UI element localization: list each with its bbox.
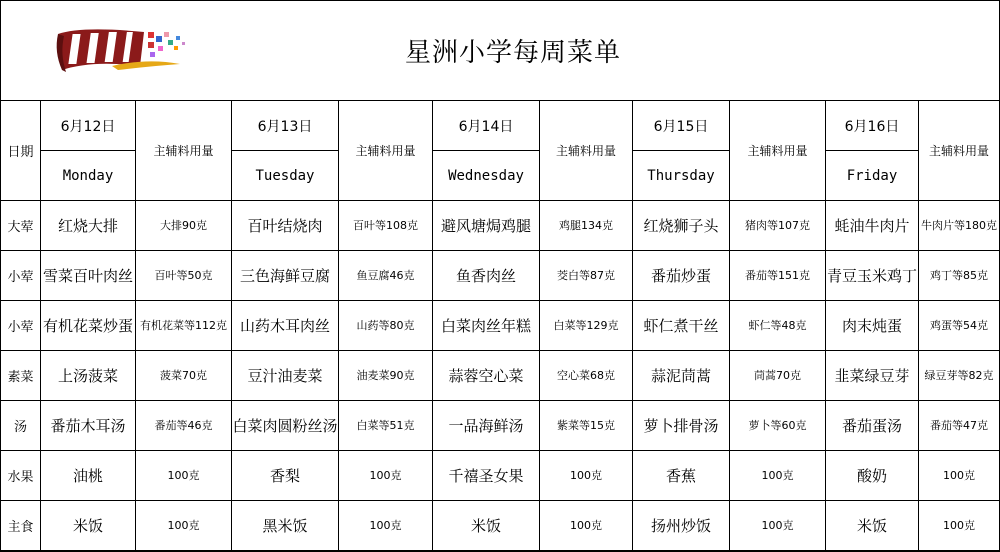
dish-cell: 酸奶 <box>826 451 919 501</box>
dish-cell: 米饭 <box>433 501 540 551</box>
amount-cell: 有机花菜等112克 <box>136 301 232 351</box>
dish-cell: 番茄炒蛋 <box>633 251 730 301</box>
amount-cell: 紫菜等15克 <box>540 401 633 451</box>
dish-cell: 上汤菠菜 <box>41 351 136 401</box>
amount-cell: 番茄等151克 <box>730 251 826 301</box>
amount-cell: 100克 <box>540 501 633 551</box>
weekly-menu-table <box>0 100 1000 551</box>
amount-cell: 油麦菜90克 <box>339 351 433 401</box>
amount-cell: 山药等80克 <box>339 301 433 351</box>
dish-cell: 油桃 <box>41 451 136 501</box>
amount-cell: 100克 <box>136 501 232 551</box>
day-date: 6月15日 <box>633 101 730 151</box>
amount-cell: 菠菜70克 <box>136 351 232 401</box>
dish-cell: 番茄木耳汤 <box>41 401 136 451</box>
date-row <box>1 101 1000 151</box>
amount-header: 主辅料用量 <box>540 101 633 201</box>
amount-cell: 鸡腿134克 <box>540 201 633 251</box>
amount-cell: 百叶等108克 <box>339 201 433 251</box>
amount-cell: 100克 <box>540 451 633 501</box>
dish-cell: 有机花菜炒蛋 <box>41 301 136 351</box>
page-title: 星洲小学每周菜单 <box>405 38 622 68</box>
amount-cell: 100克 <box>730 501 826 551</box>
page-header <box>0 0 998 100</box>
dish-cell: 番茄蛋汤 <box>826 401 919 451</box>
day-date: 6月16日 <box>826 101 919 151</box>
dish-cell: 韭菜绿豆芽 <box>826 351 919 401</box>
amount-cell: 茭白等87克 <box>540 251 633 301</box>
menu-row <box>1 301 1000 351</box>
category-label: 主食 <box>1 501 41 551</box>
day-weekday: Tuesday <box>232 151 339 201</box>
category-label: 水果 <box>1 451 41 501</box>
dish-cell: 红烧狮子头 <box>633 201 730 251</box>
dish-cell: 虾仁煮干丝 <box>633 301 730 351</box>
amount-cell: 100克 <box>339 451 433 501</box>
dish-cell: 一品海鲜汤 <box>433 401 540 451</box>
amount-cell: 100克 <box>730 451 826 501</box>
amount-cell: 100克 <box>136 451 232 501</box>
date-label: 日期 <box>1 101 41 201</box>
dish-cell: 白菜肉丝年糕 <box>433 301 540 351</box>
amount-cell: 番茄等47克 <box>919 401 1000 451</box>
dish-cell: 鱼香肉丝 <box>433 251 540 301</box>
school-logo-icon <box>52 24 192 76</box>
amount-cell: 猪肉等107克 <box>730 201 826 251</box>
dish-cell: 红烧大排 <box>41 201 136 251</box>
dish-cell: 香蕉 <box>633 451 730 501</box>
dish-cell: 扬州炒饭 <box>633 501 730 551</box>
amount-cell: 100克 <box>339 501 433 551</box>
category-label: 小荤 <box>1 301 41 351</box>
menu-row <box>1 501 1000 551</box>
day-date: 6月12日 <box>41 101 136 151</box>
dish-cell: 山药木耳肉丝 <box>232 301 339 351</box>
dish-cell: 黑米饭 <box>232 501 339 551</box>
menu-row <box>1 401 1000 451</box>
amount-cell: 鱼豆腐46克 <box>339 251 433 301</box>
day-weekday: Wednesday <box>433 151 540 201</box>
dish-cell: 白菜肉圆粉丝汤 <box>232 401 339 451</box>
amount-cell: 100克 <box>919 501 1000 551</box>
amount-header: 主辅料用量 <box>919 101 1000 201</box>
day-weekday: Monday <box>41 151 136 201</box>
dish-cell: 香梨 <box>232 451 339 501</box>
amount-cell: 虾仁等48克 <box>730 301 826 351</box>
dish-cell: 米饭 <box>41 501 136 551</box>
amount-cell: 绿豆芽等82克 <box>919 351 1000 401</box>
amount-cell: 100克 <box>919 451 1000 501</box>
amount-cell: 百叶等50克 <box>136 251 232 301</box>
amount-header: 主辅料用量 <box>339 101 433 201</box>
dish-cell: 三色海鲜豆腐 <box>232 251 339 301</box>
amount-cell: 鸡丁等85克 <box>919 251 1000 301</box>
amount-cell: 鸡蛋等54克 <box>919 301 1000 351</box>
day-date: 6月13日 <box>232 101 339 151</box>
dish-cell: 千禧圣女果 <box>433 451 540 501</box>
dish-cell: 蚝油牛肉片 <box>826 201 919 251</box>
day-date: 6月14日 <box>433 101 540 151</box>
menu-row <box>1 451 1000 501</box>
category-label: 汤 <box>1 401 41 451</box>
category-label: 小荤 <box>1 251 41 301</box>
dish-cell: 豆汁油麦菜 <box>232 351 339 401</box>
dish-cell: 避风塘焗鸡腿 <box>433 201 540 251</box>
day-weekday: Friday <box>826 151 919 201</box>
menu-row <box>1 351 1000 401</box>
amount-cell: 白菜等129克 <box>540 301 633 351</box>
category-label: 大荤 <box>1 201 41 251</box>
dish-cell: 蒜蓉空心菜 <box>433 351 540 401</box>
dish-cell: 雪菜百叶肉丝 <box>41 251 136 301</box>
amount-cell: 萝卜等60克 <box>730 401 826 451</box>
dish-cell: 萝卜排骨汤 <box>633 401 730 451</box>
amount-cell: 牛肉片等180克 <box>919 201 1000 251</box>
category-label: 素菜 <box>1 351 41 401</box>
menu-row <box>1 251 1000 301</box>
amount-cell: 茼蒿70克 <box>730 351 826 401</box>
amount-cell: 空心菜68克 <box>540 351 633 401</box>
amount-cell: 番茄等46克 <box>136 401 232 451</box>
dish-cell: 百叶结烧肉 <box>232 201 339 251</box>
dish-cell: 米饭 <box>826 501 919 551</box>
dish-cell: 肉末炖蛋 <box>826 301 919 351</box>
amount-header: 主辅料用量 <box>136 101 232 201</box>
dish-cell: 青豆玉米鸡丁 <box>826 251 919 301</box>
day-weekday: Thursday <box>633 151 730 201</box>
menu-row <box>1 201 1000 251</box>
amount-header: 主辅料用量 <box>730 101 826 201</box>
amount-cell: 大排90克 <box>136 201 232 251</box>
dish-cell: 蒜泥茼蒿 <box>633 351 730 401</box>
amount-cell: 白菜等51克 <box>339 401 433 451</box>
